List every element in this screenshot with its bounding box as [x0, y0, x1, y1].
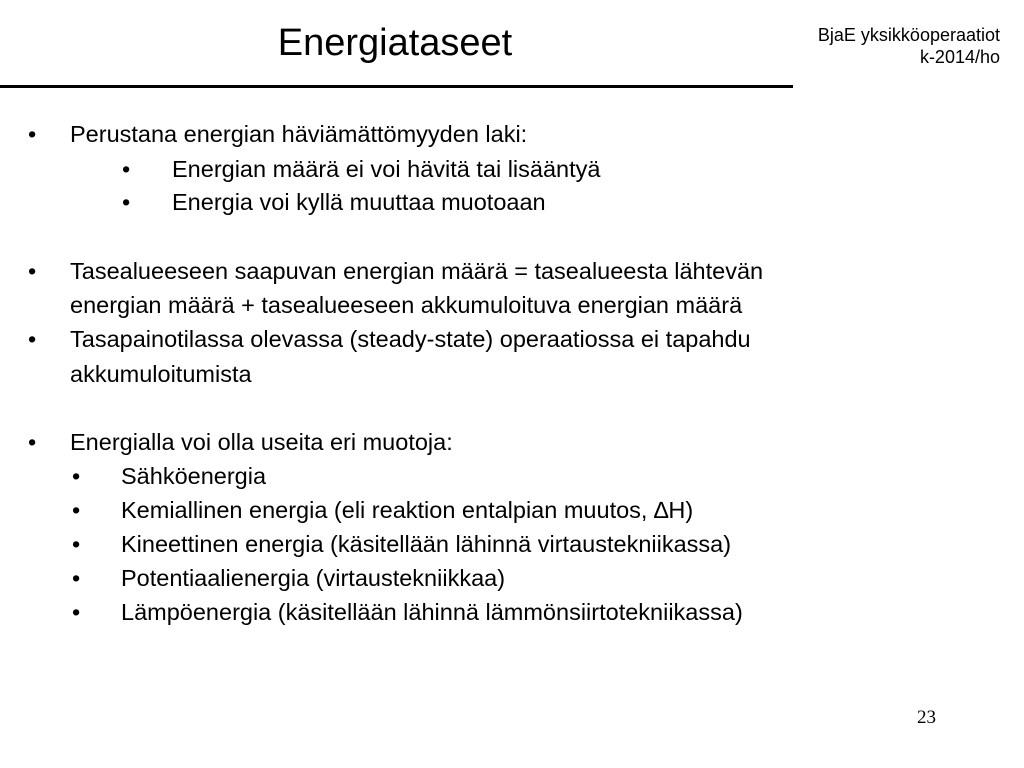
forms-item-2: Kemiallinen energia (eli reaktion entalpian muutos, ∆H): [121, 497, 694, 523]
course-term: k-2014/ho: [919, 47, 1000, 67]
bullet-marker: •: [28, 258, 37, 284]
forms-item-5: Lämpöenergia (käsitellään lähinnä lämmönsiirtotekniikassa): [121, 599, 743, 625]
slide-title: Energiataseet: [277, 22, 513, 64]
steady-state-line-2: akkumuloitumista: [70, 361, 252, 387]
law-sub-item-2: Energia voi kyllä muuttaa muotoaan: [172, 189, 546, 215]
balance-line-2: energian määrä + tasealueeseen akkumuloituva energian määrä: [70, 292, 743, 318]
bullet-marker: •: [72, 565, 81, 591]
law-intro: Perustana energian häviämättömyyden laki:: [70, 121, 528, 147]
balance-line-1: Tasealueeseen saapuvan energian määrä = tasealueesta lähtevän: [70, 258, 764, 284]
law-sub-item-1: Energian määrä ei voi hävitä tai lisääntyä: [172, 156, 601, 182]
bullet-marker: •: [122, 189, 131, 215]
bullet-marker: •: [72, 599, 81, 625]
bullet-marker: •: [72, 531, 81, 557]
forms-item-1: Sähköenergia: [121, 463, 267, 489]
steady-state-line-1: Tasapainotilassa olevassa (steady-state) operaatiossa ei tapahdu: [70, 326, 751, 352]
page-number: 23: [917, 707, 936, 728]
bullet-marker: •: [28, 121, 37, 147]
bullet-marker: •: [72, 497, 81, 523]
forms-intro: Energialla voi olla useita eri muotoja:: [70, 429, 453, 455]
bullet-marker: •: [122, 156, 131, 182]
forms-item-4: Potentiaalienergia (virtaustekniikkaa): [121, 565, 506, 591]
bullet-marker: •: [28, 326, 37, 352]
forms-item-3: Kineettinen energia (käsitellään lähinnä virtaustekniikassa): [121, 531, 732, 557]
bullet-marker: •: [72, 463, 81, 489]
course-name: BjaE yksikköoperaatiot: [817, 25, 1000, 45]
bullet-marker: •: [28, 429, 37, 455]
